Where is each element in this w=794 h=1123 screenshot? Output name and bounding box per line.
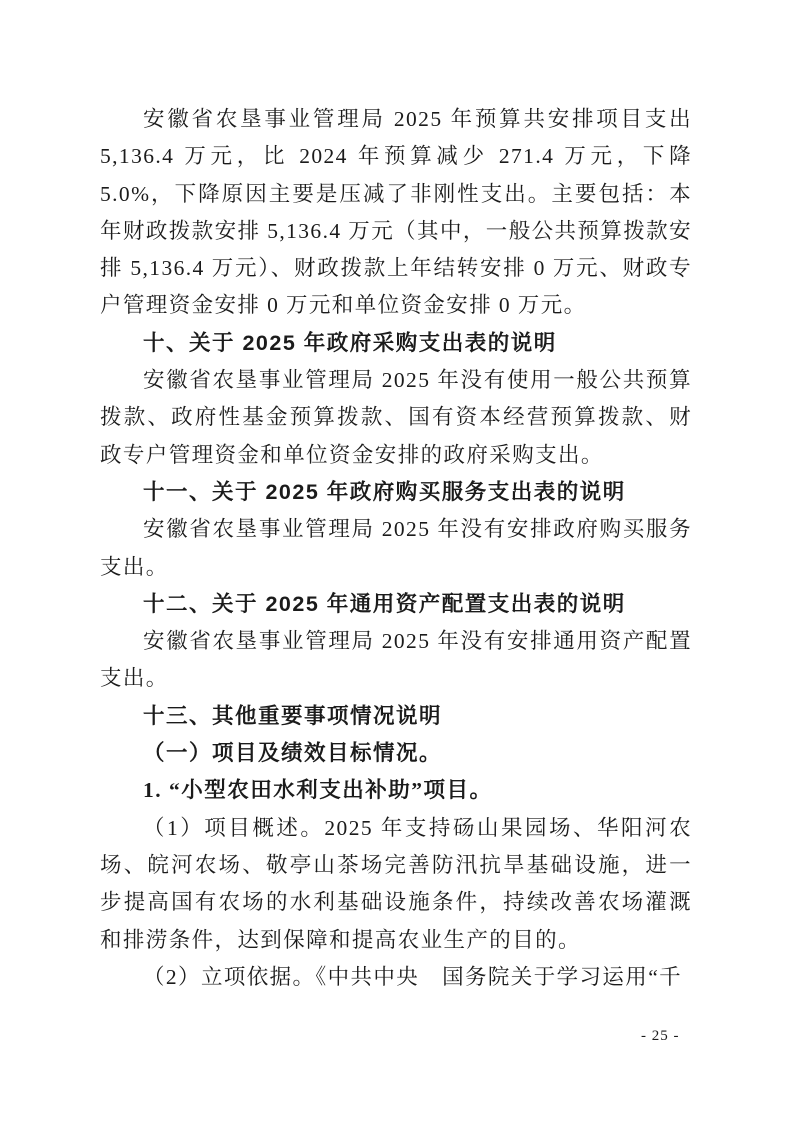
- heading-section-thirteen-other-matters: 十三、其他重要事项情况说明: [143, 703, 443, 728]
- heading-section-ten-government-procurement: 十、关于 2025 年政府采购支出表的说明: [143, 330, 557, 355]
- heading-section-twelve-asset-allocation: 十二、关于 2025 年通用资产配置支出表的说明: [143, 591, 626, 616]
- paragraph-section-twelve-body: 安徽省农垦事业管理局 2025 年没有安排通用资产配置支出。: [100, 629, 692, 691]
- subheading-small-farmland-water-project: 1. “小型农田水利支出补助”项目。: [143, 778, 493, 803]
- paragraph-project-basis: （2）立项依据。《中共中央 国务院关于学习运用“千: [143, 964, 683, 989]
- heading-section-eleven-purchased-services: 十一、关于 2025 年政府购买服务支出表的说明: [143, 479, 626, 504]
- page-number: - 25 -: [641, 1028, 680, 1044]
- paragraph-section-ten-body: 安徽省农垦事业管理局 2025 年没有使用一般公共预算拨款、政府性基金预算拨款、国有资本经营预算拨款、财政专户管理资金和单位资金安排的政府采购支出。: [100, 368, 692, 467]
- paragraph-project-overview: （1）项目概述。2025 年支持砀山果园场、华阳河农场、皖河农场、敬亭山茶场完善防汛抗旱基础设施，进一步提高国有农场的水利基础设施条件，持续改善农场灌溉和排涝条件，达到保障和提高农业生产的目的。: [100, 815, 692, 952]
- subheading-projects-and-performance: （一）项目及绩效目标情况。: [143, 741, 443, 766]
- paragraph-project-expenditure-summary: 安徽省农垦事业管理局 2025 年预算共安排项目支出 5,136.4 万元，比 2024 年预算减少 271.4 万元，下降 5.0%，下降原因主要是压减了非刚性支出。主要包括：本年财政拨款安排 5,136.4 万元（其中，一般公共预算拨款安排 5,136.4 万元）、财政拨款上年结转安排 0 万元、财政专户管理资金安排 0 万元和单位资金安排 0 万元。: [100, 107, 692, 318]
- paragraph-section-eleven-body: 安徽省农垦事业管理局 2025 年没有安排政府购买服务支出。: [100, 517, 692, 579]
- document-body: [100, 101, 692, 996]
